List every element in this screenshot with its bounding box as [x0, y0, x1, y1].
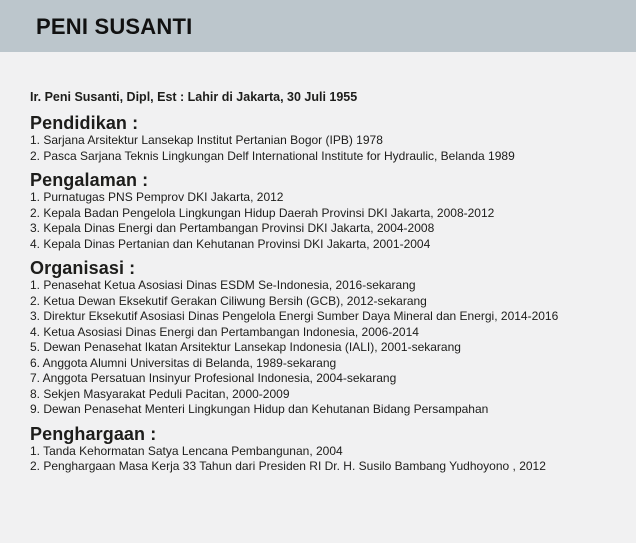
list-item: 4. Ketua Asosiasi Dinas Energi dan Pertambangan Indonesia, 2006-2014 [30, 324, 419, 339]
section-list [30, 133, 630, 164]
list-item: 8. Sekjen Masyarakat Peduli Pacitan, 2000-2009 [30, 386, 290, 401]
list-item: 2. Pasca Sarjana Teknis Lingkungan Delf International Institute for Hydraulic, Belanda 1989 [30, 148, 515, 163]
section-heading: Organisasi : [30, 258, 136, 278]
list-item: 1. Penasehat Ketua Asosiasi Dinas ESDM Se-Indonesia, 2016-sekarang [30, 278, 416, 292]
list-item: 1. Sarjana Arsitektur Lansekap Institut Pertanian Bogor (IPB) 1978 [30, 133, 383, 147]
list-item: 2. Ketua Dewan Eksekutif Gerakan Ciliwung Bersih (GCB), 2012-sekarang [30, 293, 427, 308]
section-organisasi [30, 258, 630, 418]
section-penghargaan [30, 424, 630, 475]
list-item: 5. Dewan Penasehat Ikatan Arsitektur Lansekap Indonesia (IALI), 2001-sekarang [30, 340, 461, 354]
section-pendidikan [30, 113, 630, 164]
bio-intro: Ir. Peni Susanti, Dipl, Est : Lahir di Jakarta, 30 Juli 1955 [30, 90, 358, 104]
list-item: 2. Penghargaan Masa Kerja 33 Tahun dari Presiden RI Dr. H. Susilo Bambang Yudhoyono , 2012 [30, 459, 546, 473]
list-item: 4. Kepala Dinas Pertanian dan Kehutanan Provinsi DKI Jakarta, 2001-2004 [30, 236, 431, 251]
list-item: 1. Tanda Kehormatan Satya Lencana Pembangunan, 2004 [30, 443, 343, 458]
list-item: 3. Direktur Eksekutif Asosiasi Dinas Pengelola Energi Sumber Daya Mineral dan Energi, 2014-2016 [30, 309, 559, 323]
header-banner [0, 0, 636, 52]
section-list [30, 444, 630, 475]
list-item: 1. Purnatugas PNS Pemprov DKI Jakarta, 2012 [30, 190, 284, 204]
section-heading: Penghargaan : [30, 423, 157, 444]
section-heading: Pendidikan : [30, 113, 139, 133]
page-title: PENI SUSANTI [36, 14, 193, 39]
list-item: 7. Anggota Persatuan Insinyur Profesional Indonesia, 2004-sekarang [30, 371, 397, 385]
bio-content [30, 88, 630, 481]
list-item: 9. Dewan Penasehat Menteri Lingkungan Hidup dan Kehutanan Bidang Persampahan [30, 402, 489, 416]
section-list [30, 190, 630, 252]
section-heading: Pengalaman : [30, 170, 149, 190]
list-item: 6. Anggota Alumni Universitas di Belanda, 1989-sekarang [30, 355, 337, 370]
list-item: 3. Kepala Dinas Energi dan Pertambangan Provinsi DKI Jakarta, 2004-2008 [30, 221, 435, 235]
section-pengalaman [30, 170, 630, 252]
section-list [30, 278, 630, 418]
list-item: 2. Kepala Badan Pengelola Lingkungan Hidup Daerah Provinsi DKI Jakarta, 2008-2012 [30, 205, 495, 220]
